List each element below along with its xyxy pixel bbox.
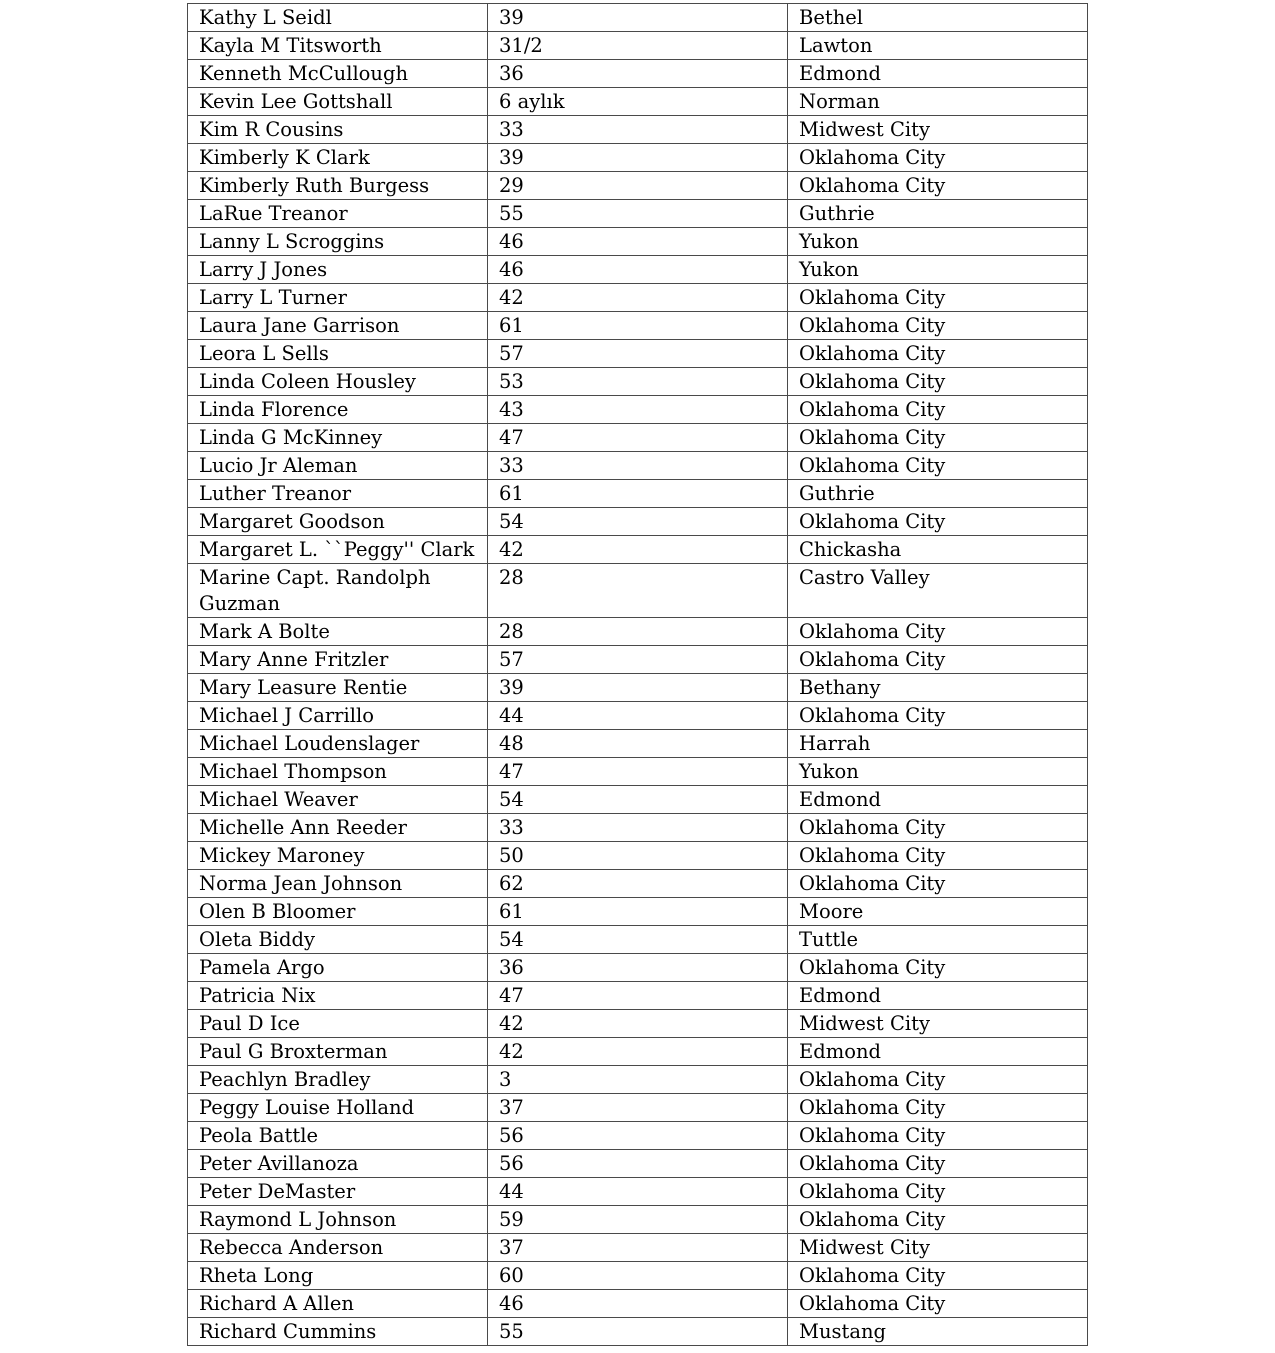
city-cell: Oklahoma City [788, 340, 1088, 368]
table-row [188, 32, 1088, 60]
table-row [188, 674, 1088, 702]
age-cell: 57 [488, 340, 788, 368]
name-cell: Rheta Long [188, 1262, 488, 1290]
table-row [188, 424, 1088, 452]
city-cell: Chickasha [788, 536, 1088, 564]
table-row [188, 256, 1088, 284]
table-row [188, 1038, 1088, 1066]
name-cell: Mary Leasure Rentie [188, 674, 488, 702]
city-cell: Lawton [788, 32, 1088, 60]
city-cell: Oklahoma City [788, 870, 1088, 898]
city-cell: Oklahoma City [788, 1178, 1088, 1206]
table-row [188, 228, 1088, 256]
table-row [188, 116, 1088, 144]
city-cell: Oklahoma City [788, 284, 1088, 312]
city-cell: Mustang [788, 1318, 1088, 1346]
table-row [188, 1318, 1088, 1346]
table-row [188, 870, 1088, 898]
name-cell: Luther Treanor [188, 480, 488, 508]
table-row [188, 480, 1088, 508]
table-row [188, 536, 1088, 564]
age-cell: 62 [488, 870, 788, 898]
name-cell: Michael J Carrillo [188, 702, 488, 730]
table-row [188, 730, 1088, 758]
table-row [188, 926, 1088, 954]
age-cell: 47 [488, 758, 788, 786]
city-cell: Oklahoma City [788, 172, 1088, 200]
name-cell: Norma Jean Johnson [188, 870, 488, 898]
name-cell: Richard Cummins [188, 1318, 488, 1346]
table-row [188, 786, 1088, 814]
age-cell: 3 [488, 1066, 788, 1094]
age-cell: 54 [488, 926, 788, 954]
table-row [188, 1010, 1088, 1038]
name-cell: Pamela Argo [188, 954, 488, 982]
city-cell: Oklahoma City [788, 842, 1088, 870]
name-cell: Patricia Nix [188, 982, 488, 1010]
name-cell: Marine Capt. Randolph Guzman [188, 564, 488, 618]
age-cell: 61 [488, 312, 788, 340]
city-cell: Oklahoma City [788, 452, 1088, 480]
table-row [188, 1178, 1088, 1206]
age-cell: 60 [488, 1262, 788, 1290]
name-cell: Linda G McKinney [188, 424, 488, 452]
city-cell: Midwest City [788, 1010, 1088, 1038]
table-row [188, 396, 1088, 424]
age-cell: 57 [488, 646, 788, 674]
name-cell: Larry J Jones [188, 256, 488, 284]
table-row [188, 982, 1088, 1010]
table-row [188, 1122, 1088, 1150]
city-cell: Oklahoma City [788, 1094, 1088, 1122]
table-row [188, 312, 1088, 340]
city-cell: Guthrie [788, 200, 1088, 228]
name-cell: Kim R Cousins [188, 116, 488, 144]
name-cell: Rebecca Anderson [188, 1234, 488, 1262]
name-cell: Richard A Allen [188, 1290, 488, 1318]
table-row [188, 564, 1088, 618]
name-cell: Oleta Biddy [188, 926, 488, 954]
city-cell: Edmond [788, 1038, 1088, 1066]
city-cell: Yukon [788, 228, 1088, 256]
city-cell: Midwest City [788, 116, 1088, 144]
city-cell: Yukon [788, 256, 1088, 284]
victims-table [187, 3, 1088, 1346]
table-row [188, 1290, 1088, 1318]
city-cell: Oklahoma City [788, 814, 1088, 842]
name-cell: Olen B Bloomer [188, 898, 488, 926]
age-cell: 55 [488, 1318, 788, 1346]
victims-table-container [187, 3, 1087, 1346]
city-cell: Oklahoma City [788, 1262, 1088, 1290]
age-cell: 47 [488, 982, 788, 1010]
name-cell: Peola Battle [188, 1122, 488, 1150]
table-row [188, 1150, 1088, 1178]
name-cell: Mary Anne Fritzler [188, 646, 488, 674]
table-row [188, 1262, 1088, 1290]
age-cell: 53 [488, 368, 788, 396]
name-cell: Michael Thompson [188, 758, 488, 786]
city-cell: Bethel [788, 4, 1088, 32]
city-cell: Yukon [788, 758, 1088, 786]
age-cell: 37 [488, 1234, 788, 1262]
name-cell: Kevin Lee Gottshall [188, 88, 488, 116]
table-row [188, 340, 1088, 368]
city-cell: Moore [788, 898, 1088, 926]
name-cell: Linda Coleen Housley [188, 368, 488, 396]
name-cell: Kathy L Seidl [188, 4, 488, 32]
name-cell: Peggy Louise Holland [188, 1094, 488, 1122]
age-cell: 39 [488, 4, 788, 32]
age-cell: 28 [488, 618, 788, 646]
age-cell: 61 [488, 898, 788, 926]
table-row [188, 1066, 1088, 1094]
name-cell: Leora L Sells [188, 340, 488, 368]
name-cell: Kimberly K Clark [188, 144, 488, 172]
age-cell: 46 [488, 1290, 788, 1318]
age-cell: 56 [488, 1122, 788, 1150]
name-cell: Paul G Broxterman [188, 1038, 488, 1066]
name-cell: Lanny L Scroggins [188, 228, 488, 256]
table-row [188, 60, 1088, 88]
age-cell: 39 [488, 674, 788, 702]
table-row [188, 452, 1088, 480]
age-cell: 36 [488, 60, 788, 88]
city-cell: Oklahoma City [788, 954, 1088, 982]
age-cell: 37 [488, 1094, 788, 1122]
city-cell: Oklahoma City [788, 424, 1088, 452]
table-row [188, 172, 1088, 200]
city-cell: Midwest City [788, 1234, 1088, 1262]
age-cell: 42 [488, 536, 788, 564]
age-cell: 31/2 [488, 32, 788, 60]
table-row [188, 1206, 1088, 1234]
city-cell: Norman [788, 88, 1088, 116]
table-row [188, 954, 1088, 982]
city-cell: Oklahoma City [788, 646, 1088, 674]
city-cell: Oklahoma City [788, 368, 1088, 396]
age-cell: 6 aylık [488, 88, 788, 116]
table-row [188, 758, 1088, 786]
age-cell: 54 [488, 786, 788, 814]
name-cell: Kenneth McCullough [188, 60, 488, 88]
name-cell: Peter Avillanoza [188, 1150, 488, 1178]
city-cell: Edmond [788, 60, 1088, 88]
table-row [188, 368, 1088, 396]
table-row [188, 814, 1088, 842]
age-cell: 36 [488, 954, 788, 982]
age-cell: 29 [488, 172, 788, 200]
name-cell: Margaret Goodson [188, 508, 488, 536]
city-cell: Oklahoma City [788, 312, 1088, 340]
table-row [188, 842, 1088, 870]
name-cell: Laura Jane Garrison [188, 312, 488, 340]
age-cell: 44 [488, 702, 788, 730]
city-cell: Oklahoma City [788, 618, 1088, 646]
table-row [188, 144, 1088, 172]
name-cell: Mickey Maroney [188, 842, 488, 870]
age-cell: 56 [488, 1150, 788, 1178]
table-row [188, 702, 1088, 730]
age-cell: 46 [488, 256, 788, 284]
age-cell: 44 [488, 1178, 788, 1206]
age-cell: 42 [488, 1010, 788, 1038]
name-cell: Kayla M Titsworth [188, 32, 488, 60]
city-cell: Oklahoma City [788, 1150, 1088, 1178]
name-cell: Margaret L. ``Peggy'' Clark [188, 536, 488, 564]
age-cell: 46 [488, 228, 788, 256]
city-cell: Edmond [788, 982, 1088, 1010]
table-row [188, 898, 1088, 926]
age-cell: 61 [488, 480, 788, 508]
table-row [188, 646, 1088, 674]
age-cell: 50 [488, 842, 788, 870]
table-row [188, 1234, 1088, 1262]
age-cell: 55 [488, 200, 788, 228]
city-cell: Castro Valley [788, 564, 1088, 618]
age-cell: 43 [488, 396, 788, 424]
city-cell: Guthrie [788, 480, 1088, 508]
city-cell: Oklahoma City [788, 508, 1088, 536]
name-cell: Mark A Bolte [188, 618, 488, 646]
city-cell: Oklahoma City [788, 1290, 1088, 1318]
name-cell: Raymond L Johnson [188, 1206, 488, 1234]
name-cell: Michelle Ann Reeder [188, 814, 488, 842]
age-cell: 59 [488, 1206, 788, 1234]
name-cell: LaRue Treanor [188, 200, 488, 228]
city-cell: Edmond [788, 786, 1088, 814]
age-cell: 54 [488, 508, 788, 536]
city-cell: Harrah [788, 730, 1088, 758]
city-cell: Oklahoma City [788, 1206, 1088, 1234]
name-cell: Paul D Ice [188, 1010, 488, 1038]
table-body [188, 4, 1088, 1346]
table-row [188, 508, 1088, 536]
table-row [188, 284, 1088, 312]
name-cell: Peachlyn Bradley [188, 1066, 488, 1094]
age-cell: 33 [488, 452, 788, 480]
name-cell: Lucio Jr Aleman [188, 452, 488, 480]
table-row [188, 4, 1088, 32]
name-cell: Linda Florence [188, 396, 488, 424]
age-cell: 48 [488, 730, 788, 758]
age-cell: 47 [488, 424, 788, 452]
city-cell: Bethany [788, 674, 1088, 702]
name-cell: Michael Loudenslager [188, 730, 488, 758]
age-cell: 42 [488, 284, 788, 312]
city-cell: Tuttle [788, 926, 1088, 954]
age-cell: 33 [488, 116, 788, 144]
table-row [188, 200, 1088, 228]
name-cell: Kimberly Ruth Burgess [188, 172, 488, 200]
table-row [188, 1094, 1088, 1122]
name-cell: Michael Weaver [188, 786, 488, 814]
city-cell: Oklahoma City [788, 144, 1088, 172]
age-cell: 28 [488, 564, 788, 618]
city-cell: Oklahoma City [788, 1066, 1088, 1094]
table-row [188, 618, 1088, 646]
city-cell: Oklahoma City [788, 702, 1088, 730]
city-cell: Oklahoma City [788, 396, 1088, 424]
age-cell: 42 [488, 1038, 788, 1066]
age-cell: 33 [488, 814, 788, 842]
name-cell: Peter DeMaster [188, 1178, 488, 1206]
table-row [188, 88, 1088, 116]
age-cell: 39 [488, 144, 788, 172]
city-cell: Oklahoma City [788, 1122, 1088, 1150]
name-cell: Larry L Turner [188, 284, 488, 312]
